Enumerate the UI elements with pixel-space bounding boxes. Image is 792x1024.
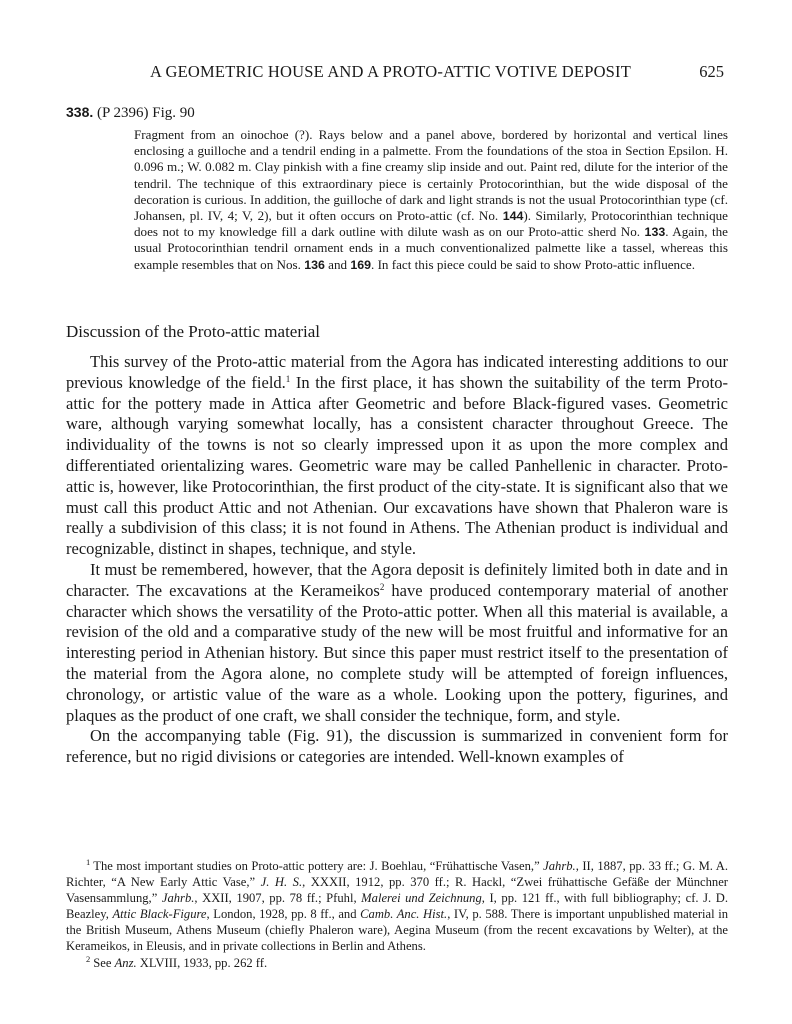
footnote-ref-2[interactable]: 2 [379,581,385,592]
paragraph-2 [66,560,728,726]
footnotes [66,858,728,971]
main-text [66,352,728,768]
footnote-ref-1[interactable]: 1 [285,373,291,384]
footnote-mark: 2 [86,953,91,964]
page-number: 625 [699,62,724,81]
footnote-text: , II, 1887, pp. 33 ff.; G. M. A. Richter, “A New Early Attic Vase,” [66,859,728,890]
citation-title: Camb. Anc. Hist. [360,907,448,922]
paragraph-3 [66,726,728,768]
footnote-text: , XXII, 1907, pp. 78 ff.; Pfuhl, [194,891,362,906]
footnote-text: , London, 1928, pp. 8 ff., and [206,907,361,922]
entry-ref-169: 169 [350,257,372,272]
entry-ref-133: 133 [644,225,666,240]
footnote-text: XLVIII, 1933, pp. 262 ff. [136,955,268,970]
footnote-text: , IV, p. 588. There is important unpublished material in the British Museum, Athens Museum (chiefly Phaleron ware), Aegina Museum (from the recent excavations by Welter), at the Kerameikos, in Eleusis, and in private collections in Berlin and Athens. [66,907,729,954]
footnote-text: The most important studies on Proto-attic pottery are: J. Boehlau, “Frühattische Vasen,” [93,859,544,873]
paragraph-1 [66,352,728,560]
entry-inventory: (P 2396) Fig. 90 [97,105,195,121]
citation-title: Anz. [114,955,137,970]
footnote-text: , XXXII, 1912, pp. 370 ff.; R. Hackl, “Zwei frühattische Gefäße der Münchner Vasensammlung,” [66,875,728,906]
entry-text: Fragment from an oinochoe (?). Rays below and a panel above, bordered by horizontal and vertical lines enclosing a guilloche and a tendril ending in a palmette. From the foundations of the stoa in Section Epsilon. H. 0.096 m.; W. 0.082 m. Clay pinkish with a fine creamy slip inside and out. Paint red, dilute for the interior of the tendril. The technique of this extraordinary piece is certainly Protocorinthian, but the wide disposal of the decoration is curious. In addition, the guilloche of dark and light strands is not the usual Protocorinthian type (cf. Johansen, pl. IV, 4; V, 2), but it often occurs on Proto-attic (cf. No. [134,127,728,224]
entry-text: . In fact this piece could be said to show Proto-attic influence. [371,256,695,272]
entry-description [134,127,728,273]
paragraph-text: In the first place, it has shown the suitability of the term Proto-attic for the pottery made in Attica after Geometric and before Black-figured vases. Geometric ware, although varying somewhat locally, has a consistent character throughout Greece. The individuality of the towns is not so clearly impressed upon it as upon the more complex and differentiated orientalizing wares. Geometric ware may be called Panhellenic in character. Proto-attic is, however, like Protocorinthian, the first product of the city-state. It is significant also that we must call this product Attic and not Athenian. Our excavations have shown that Phaleron ware is really a subdivision of this class; it is not found in Athens. The Athenian product is individual and recognizable, distinct in shapes, technique, and style. [66,372,728,559]
entry-ref-136: 136 [304,257,325,272]
paragraph-text: On the accompanying table (Fig. 91), the discussion is summarized in convenient form for reference, but no rigid divisions or categories are intended. Well-known examples of [66,726,728,767]
citation-title: Jahrb. [543,859,576,873]
footnote-text: , I, pp. 121 ff., with full bibliography; cf. J. D. Beazley, [66,891,728,922]
running-head [0,62,792,84]
paragraph-text: It must be remembered, however, that the Agora deposit is definitely limited both in date and in character. The excavations at the Kerameikos [66,559,728,600]
running-title: A GEOMETRIC HOUSE AND A PROTO-ATTIC VOTIVE DEPOSIT [150,62,632,81]
entry-ref-144: 144 [502,209,524,224]
entry-text: ). Similarly, Protocorinthian technique does not to my knowledge fill a dark outline with dilute wash as on our Proto-attic sherd No. [134,208,728,240]
entry-heading [66,102,728,123]
entry-text: . Again, the usual Protocorinthian tendril ornament ends in a much conventionalized palmette like a tassel, whereas this example resembles that on Nos. [134,224,728,272]
footnote-mark: 1 [86,857,91,867]
paragraph-text: This survey of the Proto-attic material from the Agora has indicated interesting additions to our previous knowledge of the field. [66,352,728,392]
section-heading: Discussion of the Proto-attic material [66,322,320,341]
citation-title: Jahrb. [161,891,195,906]
footnote-text: See [93,955,115,970]
citation-title: Malerei und Zeichnung [361,891,482,906]
citation-title: J. H. S. [260,875,303,890]
catalog-entry-338 [66,102,728,273]
footnote-1 [66,858,728,955]
entry-text: and [324,256,351,272]
paragraph-text: have produced contemporary material of another character which shows the versatility of the Proto-attic potter. When all this material is available, a revision of the old and a comparative study of the new will be most fruitful and informative for an interesting period in Athenian history. But since this paper must restrict itself to the presentation of the material from the Agora alone, no complete study will be attempted of foreign influences, chronology, or artistic value of the ware as a whole. Looking upon the pottery, figurines, and plaques as the product of one craft, we shall consider the technique, form, and style. [66,580,728,725]
citation-title: Attic Black-Figure [112,907,207,922]
footnote-2 [66,955,728,971]
entry-number: 338. [66,104,94,120]
